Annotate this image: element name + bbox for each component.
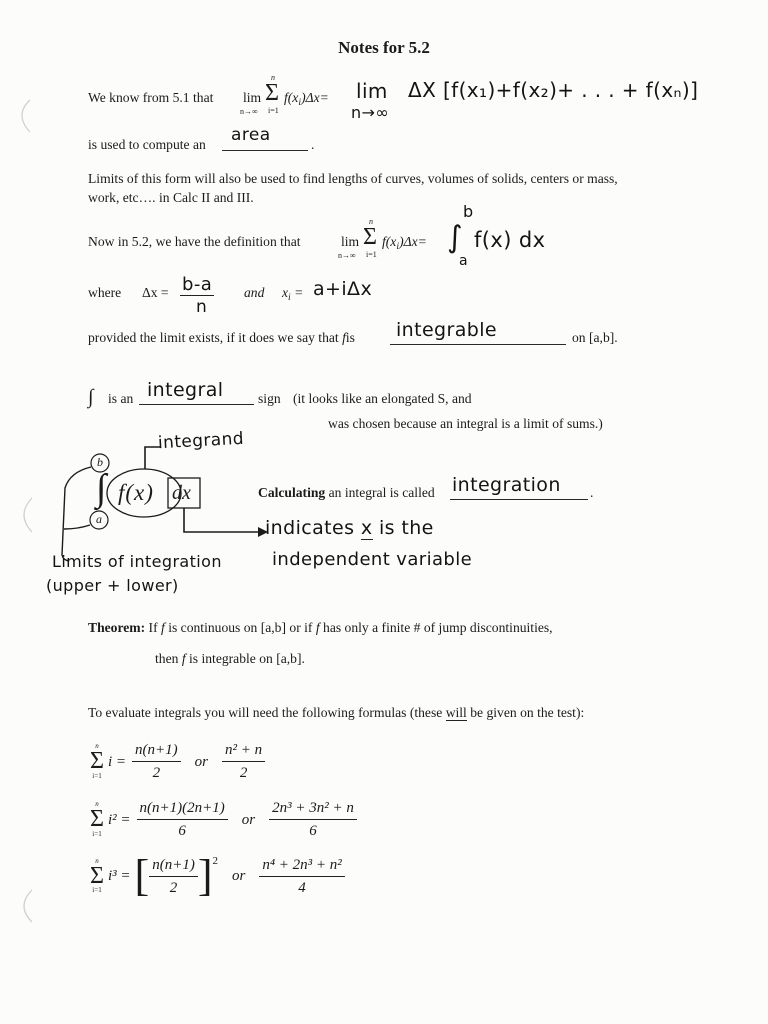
answer-blank-integration — [450, 475, 588, 500]
formulas-intro-pre: To evaluate integrals you will need the following formulas (these — [88, 705, 443, 720]
paragraph-line: work, etc…. in Calc II and III. — [88, 190, 254, 205]
integral-sign-note: was chosen because an integral is a limit of sums.) — [328, 416, 603, 431]
theorem-condition: is continuous on [a,b] or if — [168, 620, 313, 635]
diagram-differential: dx — [172, 482, 191, 504]
limit-subscript: n→∞ — [240, 107, 258, 116]
summand-pre: f(x — [382, 234, 397, 249]
sigma: Σ — [90, 806, 104, 833]
formula-lhs: i³ = — [108, 868, 131, 884]
theorem-label: Theorem: — [88, 620, 146, 635]
fraction — [222, 741, 265, 782]
fraction — [132, 741, 181, 782]
summation-lower-limit: i=1 — [92, 829, 102, 838]
paragraph-line: Limits of this form will also be used to find lengths of curves, volumes of solids, centers or mass, — [88, 171, 618, 186]
formula-lhs: i² = — [108, 811, 131, 828]
sigma-symbol: Σ — [265, 80, 279, 106]
margin-marks — [0, 0, 40, 1024]
limit-operator: lim — [243, 90, 262, 105]
summation-upper-limit: n — [95, 742, 99, 751]
diagram-integral-sign: ∫ — [96, 467, 107, 509]
sigma-lower-limit: i=1 — [268, 106, 279, 115]
sigma-lower-limit: i=1 — [366, 250, 377, 259]
margin-punch-mark — [22, 100, 30, 132]
handwritten-numerator: b-a — [182, 274, 213, 295]
definition-text: Now in 5.2, we have the definition that — [88, 234, 301, 249]
sum-formula-row — [88, 851, 345, 900]
handwritten-answer-integral: integral — [147, 379, 224, 401]
x-variable: x — [282, 285, 289, 300]
handwritten-lower-limit: a — [459, 253, 468, 269]
summand-index: i — [396, 240, 400, 252]
equals-sign: = — [290, 285, 304, 300]
bracket-exponent: 2 — [212, 855, 218, 867]
handwritten-limit-subscript: n→∞ — [351, 103, 390, 122]
theorem-line — [88, 620, 553, 636]
theorem-conclusion: is integrable on [a,b]. — [189, 651, 305, 666]
summand-index: i — [298, 96, 302, 108]
margin-punch-mark — [24, 890, 32, 922]
integral-sign-symbol: ∫ — [88, 386, 94, 408]
note-word: indicates — [265, 517, 355, 539]
handwritten-limits-label: Limits of integration — [52, 552, 222, 571]
formulas-intro-will: will — [445, 705, 467, 720]
summation-upper-limit: n — [95, 800, 99, 809]
is-word: is — [345, 330, 355, 345]
sign-word: sign — [258, 391, 281, 406]
fraction — [259, 856, 344, 897]
handwritten-answer-area: area — [231, 125, 271, 145]
answer-blank-area — [222, 126, 308, 151]
handwritten-riemann-sum: ΔX [f(x₁)+f(x₂)+ . . . + f(xₙ)] — [408, 78, 699, 102]
fraction-numerator: n(n+1) — [132, 741, 181, 762]
fraction — [137, 799, 228, 840]
fraction-denominator: 2 — [152, 765, 161, 781]
note-variable-x: x — [360, 517, 373, 539]
handwritten-integrand: f(x) dx — [474, 228, 546, 252]
where-label: where — [88, 285, 122, 300]
and-word: and — [244, 285, 265, 300]
riemann-summand — [284, 90, 329, 106]
theorem-conclusion-line — [155, 651, 305, 667]
xi-label — [282, 285, 303, 301]
or-word: or — [231, 868, 246, 884]
or-word: or — [241, 811, 256, 828]
summation-symbol — [88, 801, 106, 838]
x-index: i — [288, 291, 291, 303]
lower-limit-connector — [64, 525, 90, 529]
limit-subscript: n→∞ — [338, 251, 356, 260]
limit-operator: lim — [341, 234, 360, 249]
fraction-denominator: 2 — [239, 765, 248, 781]
fraction-numerator: n² + n — [222, 741, 265, 762]
integrable-text — [88, 330, 355, 346]
summation-symbol — [88, 858, 106, 895]
summation-lower-limit: i=1 — [92, 771, 102, 780]
integral-sign-note: (it looks like an elongated S, and — [293, 391, 472, 406]
sigma-upper-limit: n — [271, 73, 275, 82]
fraction-denominator: 6 — [309, 823, 317, 839]
formulas-intro-post: be given on the test): — [470, 705, 585, 720]
handwritten-answer-integrable: integrable — [396, 319, 498, 341]
intro-text: We know from 5.1 that — [88, 90, 214, 105]
formula-lhs: i = — [108, 753, 127, 770]
interval-text: on [a,b]. — [572, 330, 618, 345]
summand-post: )Δx= — [399, 234, 427, 249]
summation-upper-limit: n — [95, 856, 99, 865]
fraction-denominator: 2 — [169, 879, 178, 896]
is-an-text: is an — [108, 391, 134, 406]
margin-punch-mark — [24, 498, 32, 532]
answer-blank-integral — [139, 380, 254, 405]
handwritten-limit: lim — [356, 79, 388, 103]
fraction-denominator: 4 — [298, 879, 306, 896]
calculating-bold: Calculating — [258, 485, 326, 500]
sum-formula-row — [88, 741, 265, 782]
integrable-prefix: provided the limit exists, if it does we say that — [88, 330, 339, 345]
handwritten-upper-limit: b — [463, 202, 474, 221]
close-bracket: ] — [197, 851, 213, 900]
period: . — [311, 137, 315, 152]
period: . — [590, 485, 594, 500]
answer-blank-integrable — [390, 320, 566, 345]
fraction — [149, 856, 198, 897]
theorem-function-f: f — [315, 620, 320, 635]
fraction — [269, 799, 357, 840]
diagram-upper-limit: b — [97, 455, 103, 469]
handwritten-integral-sign: ∫ — [447, 220, 464, 255]
fraction-denominator: 6 — [178, 823, 186, 839]
handwritten-differential-note-line2: independent variable — [272, 549, 473, 570]
theorem-function-f: f — [161, 620, 165, 635]
handwritten-integrand-label: integrand — [157, 428, 245, 454]
summation-lower-limit: i=1 — [92, 886, 102, 895]
fraction-numerator: 2n³ + 3n² + n — [269, 799, 357, 820]
or-word: or — [194, 753, 209, 770]
open-bracket: [ — [134, 851, 150, 900]
handwritten-answer-integration: integration — [452, 474, 561, 496]
function-f: f — [342, 330, 346, 345]
sigma: Σ — [90, 748, 104, 775]
sigma-upper-limit: n — [369, 217, 373, 226]
summand-post: )Δx= — [301, 90, 329, 105]
note-word: is the — [378, 517, 434, 539]
diagram-integrand-expression: f(x) — [118, 480, 154, 505]
theorem-if: If — [148, 620, 158, 635]
handwritten-denominator: n — [196, 297, 208, 317]
compute-text: is used to compute an — [88, 137, 206, 152]
theorem-function-f: f — [181, 651, 186, 666]
formulas-intro — [88, 705, 584, 721]
handwritten-limits-note: (upper + lower) — [46, 576, 179, 595]
differential-arrow-line — [184, 508, 258, 532]
sigma-symbol: Σ — [363, 224, 377, 250]
sigma: Σ — [90, 862, 104, 889]
handwritten-differential-note — [265, 518, 434, 539]
delta-x-label: Δx = — [142, 285, 169, 300]
calculating-rest: an integral is called — [328, 485, 435, 500]
riemann-summand — [382, 234, 427, 250]
fraction-numerator: n⁴ + 2n³ + n² — [259, 856, 344, 877]
theorem-condition-end: has only a finite # of jump discontinuities, — [323, 620, 553, 635]
handwritten-xi-value: a+iΔx — [313, 278, 373, 300]
sum-formula-row — [88, 799, 357, 840]
fraction-numerator: n(n+1)(2n+1) — [137, 799, 228, 820]
calculating-text — [258, 485, 435, 501]
fraction-numerator: n(n+1) — [149, 856, 198, 877]
summation-symbol — [88, 743, 106, 780]
limits-brace — [62, 467, 91, 561]
theorem-then: then — [155, 651, 179, 666]
summand-pre: f(x — [284, 90, 299, 105]
page-title: Notes for 5.2 — [338, 38, 430, 57]
diagram-lower-limit: a — [96, 512, 102, 526]
